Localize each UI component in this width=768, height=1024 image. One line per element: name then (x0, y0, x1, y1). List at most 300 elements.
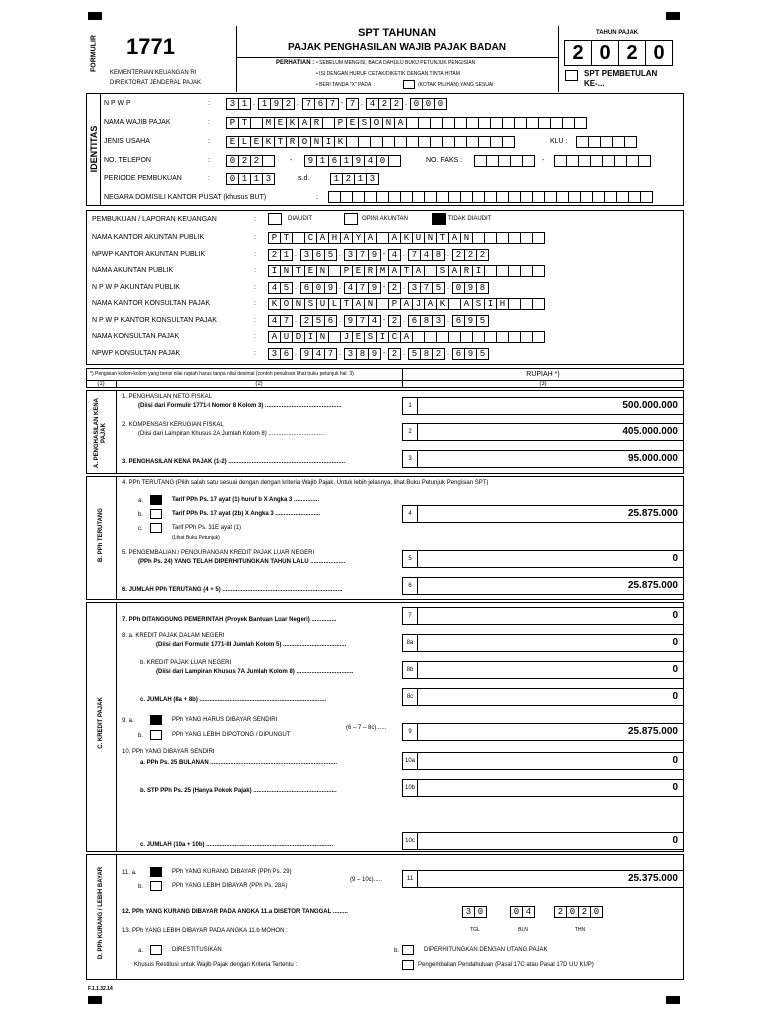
char-cell: K (400, 232, 413, 244)
char-cell: 0 (376, 155, 389, 167)
char-cell: 4 (388, 249, 401, 261)
char-cell: 6 (280, 348, 293, 360)
line-number-box: 10a (402, 752, 418, 770)
diaudit-checkbox[interactable] (268, 213, 282, 225)
char-cell: 9 (270, 98, 283, 110)
char-cell: 3 (268, 348, 281, 360)
char-cell: N (316, 265, 329, 277)
char-cell: C (388, 331, 401, 343)
char-cell: A (400, 298, 413, 310)
char-cell: 3 (300, 249, 313, 261)
char-cell: U (316, 298, 329, 310)
char-cell: D (292, 331, 305, 343)
char-cell: K (334, 136, 347, 148)
char-cell: 7 (326, 98, 339, 110)
char-cell: 6 (300, 282, 313, 294)
char-cell: E (346, 117, 359, 129)
char-cell: R (286, 136, 299, 148)
char-cell: O (280, 298, 293, 310)
char-cell: T (292, 265, 305, 277)
telepon-number-field[interactable] (304, 155, 400, 167)
akuntan-row-label: NPWP KANTOR AKUNTAN PUBLIK (92, 250, 206, 258)
perhatian-3b: (KOTAK PILIHAN) YANG SESUAI (418, 82, 494, 88)
char-cell: 7 (356, 282, 369, 294)
char-cell: 2 (578, 906, 591, 918)
line-number-box: 10b (402, 779, 418, 797)
char-cell (532, 331, 545, 343)
char-cell: 5 (312, 315, 325, 327)
char-cell (522, 155, 535, 167)
akuntan-row-field[interactable] (268, 348, 488, 360)
amount-value: 95.000.000 (627, 453, 678, 464)
opini-label: OPINI AKUNTAN (362, 216, 408, 222)
char-cell: I (376, 331, 389, 343)
char-cell: 7 (356, 315, 369, 327)
char-cell: 9 (368, 282, 381, 294)
char-cell: A (424, 298, 437, 310)
akuntan-row-field[interactable] (268, 298, 544, 310)
char-cell: L (328, 298, 341, 310)
amount-value: 405.000.000 (622, 426, 678, 437)
char-cell (262, 155, 275, 167)
char-cell: A (340, 232, 353, 244)
akuntan-row-field[interactable] (268, 331, 544, 343)
char-cell: 4 (364, 155, 377, 167)
akuntan-row-field[interactable] (268, 265, 544, 277)
char-cell: 9 (352, 155, 365, 167)
opini-checkbox[interactable] (344, 213, 358, 225)
amount-value: 0 (672, 664, 678, 675)
formulir-label: FORMULIR (90, 35, 98, 72)
char-cell: N (316, 331, 329, 343)
akuntan-row-label: NAMA KANTOR KONSULTAN PAJAK (92, 300, 211, 307)
perhatian-3: • BERI TANDA "X" PADA (316, 82, 372, 88)
title-pph: PAJAK PENGHASILAN WAJIB PAJAK BADAN (288, 42, 506, 53)
char-cell: 2 (300, 315, 313, 327)
char-cell: T (274, 136, 287, 148)
tarif-17-1b-checkbox[interactable] (150, 495, 162, 505)
char-cell: P (268, 232, 281, 244)
char-cell: O (298, 136, 311, 148)
separator: . (297, 100, 299, 107)
akuntan-row-label: N P W P KANTOR KONSULTAN PAJAK (92, 316, 217, 324)
perhatian-1: • SEBELUM MENGISI, BACA DAHULU BUKU PETUNJUK PENGISIAN (316, 60, 476, 66)
separator: . (447, 349, 449, 357)
separator: - (382, 283, 386, 291)
akuntan-row-label: NPWP KONSULTAN PAJAK (92, 349, 181, 357)
char-cell: 9 (324, 282, 337, 294)
footer-code: F.1.1.32.14 (88, 986, 113, 992)
amount-value: 0 (672, 782, 678, 793)
char-cell: 2 (238, 155, 251, 167)
char-cell: 1 (354, 173, 367, 185)
char-cell: 4 (344, 282, 357, 294)
char-cell: 5 (476, 348, 489, 360)
char-cell: S (436, 265, 449, 277)
char-cell: 0 (474, 906, 487, 918)
separator: . (253, 100, 255, 107)
setor-tahun-field[interactable] (554, 906, 602, 918)
char-cell: 6 (408, 315, 421, 327)
identitas-label: IDENTITAS (89, 125, 99, 173)
jenis-usaha-label: JENIS USAHA (104, 138, 150, 145)
char-cell: I (268, 265, 281, 277)
char-cell: 0 (410, 98, 423, 110)
char-cell: 2 (282, 98, 295, 110)
separator: - (382, 316, 386, 324)
char-cell: 1 (258, 98, 271, 110)
char-cell: 0 (422, 98, 435, 110)
periode-label: PERIODE PEMBUKUAN (104, 175, 182, 182)
char-cell (388, 155, 401, 167)
jenis-usaha-field[interactable] (226, 136, 514, 148)
sd-label: s.d. (298, 175, 310, 182)
lebih-dibayar-checkbox[interactable] (150, 881, 162, 891)
pengembalian-pendahuluan-checkbox[interactable] (402, 960, 414, 970)
akuntan-row-label: NAMA AKUNTAN PUBLIK (92, 267, 174, 274)
char-cell: 1 (238, 98, 251, 110)
char-cell: 9 (304, 155, 317, 167)
char-cell: A (412, 265, 425, 277)
char-cell: 0 (434, 98, 447, 110)
char-cell: 5 (280, 282, 293, 294)
char-cell: C (304, 232, 317, 244)
faks-number-field[interactable] (554, 155, 650, 167)
char-cell: 3 (344, 249, 357, 261)
line-number-box: 11 (402, 870, 418, 888)
char-cell: P (334, 117, 347, 129)
line-number-box: 6 (402, 577, 418, 595)
separator: . (405, 100, 407, 107)
line-number-box: 7 (402, 607, 418, 625)
char-cell: I (472, 265, 485, 277)
direstitusikan-checkbox[interactable] (150, 945, 162, 955)
char-cell: 2 (388, 315, 401, 327)
char-cell: 2 (452, 249, 465, 261)
char-cell: 2 (554, 906, 567, 918)
char-cell: 3 (344, 348, 357, 360)
char-cell: A (388, 232, 401, 244)
tarif-17-2b-checkbox[interactable] (150, 509, 162, 519)
char-cell: J (412, 298, 425, 310)
char-cell: 0 (566, 906, 579, 918)
char-cell: S (358, 117, 371, 129)
perhatian-label: PERHATIAN : (276, 60, 315, 66)
lebih-dipotong-checkbox[interactable] (150, 730, 162, 740)
char-cell: 9 (464, 315, 477, 327)
char-cell: S (364, 331, 377, 343)
kurang-dibayar-checkbox[interactable] (150, 867, 162, 877)
nama-wp-field[interactable] (226, 117, 586, 129)
char-cell: 2 (250, 155, 263, 167)
char-cell: K (268, 298, 281, 310)
separator: . (339, 349, 341, 357)
amount-value: 0 (672, 755, 678, 766)
telepon-label: NO. TELEPON (104, 157, 151, 164)
registration-mark (88, 12, 102, 20)
separator: . (447, 316, 449, 324)
char-cell: 1 (238, 173, 251, 185)
char-cell: 2 (388, 282, 401, 294)
harus-dibayar-checkbox[interactable] (150, 715, 162, 725)
section-c-label: C. KREDIT PAJAK (98, 697, 104, 749)
char-cell: E (226, 136, 239, 148)
tidak-diaudit-checkbox[interactable] (432, 213, 446, 225)
separator: - (382, 349, 386, 357)
char-cell: A (448, 265, 461, 277)
char-cell: P (340, 265, 353, 277)
akuntan-row-label: NAMA KANTOR AKUNTAN PUBLIK (92, 234, 205, 241)
char-cell: 7 (324, 348, 337, 360)
line-number-box: 3 (402, 450, 418, 468)
negara-field[interactable] (328, 191, 652, 203)
char-cell: 1 (316, 155, 329, 167)
separator: . (403, 349, 405, 357)
char-cell: 8 (420, 348, 433, 360)
char-cell: 5 (324, 249, 337, 261)
char-cell: S (472, 298, 485, 310)
separator: . (339, 250, 341, 258)
tidak-diaudit-label: TIDAK DIAUDIT (448, 216, 492, 222)
char-cell: 4 (268, 315, 281, 327)
char-cell: 3 (226, 98, 239, 110)
char-cell: 9 (368, 348, 381, 360)
char-cell: I (484, 298, 497, 310)
char-cell: I (322, 136, 335, 148)
char-cell: A (460, 298, 473, 310)
char-cell: 9 (344, 315, 357, 327)
periode-start-field[interactable] (226, 173, 274, 185)
char-cell: Y (352, 232, 365, 244)
char-cell: 0 (452, 282, 465, 294)
char-cell: T (400, 265, 413, 277)
char-cell: 2 (268, 249, 281, 261)
char-cell: 4 (268, 282, 281, 294)
char-cell: A (394, 117, 407, 129)
char-cell: 7 (420, 282, 433, 294)
char-cell: N (364, 298, 377, 310)
char-cell: 6 (328, 155, 341, 167)
line-number-box: 1 (402, 397, 418, 415)
char-cell (638, 155, 651, 167)
char-cell: E (274, 117, 287, 129)
amount-value: 0 (672, 610, 678, 621)
registration-mark (666, 12, 680, 20)
char-cell: A (268, 331, 281, 343)
char-cell: 0 (226, 155, 239, 167)
char-cell: 2 (464, 249, 477, 261)
perhatian-2: • ISI DENGAN HURUF CETAK/DIKETIK DENGAN TINTA HITAM (316, 71, 460, 77)
char-cell: 2 (342, 173, 355, 185)
spt-pembetulan-checkbox[interactable] (565, 70, 578, 81)
char-cell: 3 (432, 315, 445, 327)
char-cell: 7 (346, 98, 359, 110)
char-cell: 2 (378, 98, 391, 110)
char-cell: H (328, 232, 341, 244)
char-cell: 6 (452, 315, 465, 327)
char-cell: 3 (462, 906, 475, 918)
char-cell: 7 (408, 249, 421, 261)
char-cell: 4 (366, 98, 379, 110)
char-cell: 6 (314, 98, 327, 110)
amount-value: 0 (672, 835, 678, 846)
char-cell: A (448, 232, 461, 244)
separator: . (403, 316, 405, 324)
char-cell: J (340, 331, 353, 343)
separator: . (447, 250, 449, 258)
char-cell: 1 (330, 173, 343, 185)
spt-pembetulan-ke: KE-... (584, 79, 605, 88)
akuntan-row-field[interactable] (268, 282, 488, 294)
char-cell: T (280, 232, 293, 244)
char-cell: 8 (420, 315, 433, 327)
klu-field[interactable] (576, 136, 636, 148)
separator: - (382, 250, 386, 258)
separator: . (403, 283, 405, 291)
char-cell: T (238, 117, 251, 129)
section-d-label: D. PPh KURANG / LEBIH BAYAR (98, 866, 104, 960)
char-cell: A (364, 232, 377, 244)
char-cell: A (400, 331, 413, 343)
char-cell: 2 (388, 348, 401, 360)
char-cell: M (262, 117, 275, 129)
char-cell: 9 (464, 282, 477, 294)
char-cell (502, 136, 515, 148)
amount-value: 25.875.000 (627, 508, 678, 519)
char-cell: R (364, 265, 377, 277)
char-cell: A (352, 298, 365, 310)
char-cell: N (280, 265, 293, 277)
char-cell: 8 (476, 282, 489, 294)
tarif-31e-checkbox[interactable] (150, 523, 162, 533)
char-cell: 6 (324, 315, 337, 327)
char-cell: A (316, 232, 329, 244)
line-number-box: 10c (402, 832, 418, 850)
akuntan-row-field[interactable] (268, 315, 488, 327)
char-cell: E (304, 265, 317, 277)
char-cell: 2 (476, 249, 489, 261)
char-cell: H (496, 298, 509, 310)
setor-tanggal-field[interactable] (462, 906, 486, 918)
char-cell: 0 (510, 906, 523, 918)
char-cell: U (280, 331, 293, 343)
char-cell: 9 (300, 348, 313, 360)
char-cell: 0 (226, 173, 239, 185)
amount-value: 0 (672, 691, 678, 702)
akuntan-row-label: NAMA KONSULTAN PAJAK (92, 333, 180, 340)
char-cell: 0 (590, 906, 603, 918)
ministry: KEMENTERIAN KEUANGAN RI (110, 70, 197, 76)
separator: . (295, 316, 297, 324)
section-b-label: B. PPh TERUTANG (98, 508, 104, 562)
separator: . (339, 283, 341, 291)
npwp-label: N P W P (104, 100, 131, 107)
char-cell: N (310, 136, 323, 148)
char-cell: S (304, 298, 317, 310)
char-cell: 4 (312, 348, 325, 360)
char-cell: 5 (432, 282, 445, 294)
char-cell: 6 (452, 348, 465, 360)
diaudit-label: DIAUDIT (288, 216, 312, 222)
char-cell (624, 136, 637, 148)
title-spt: SPT TAHUNAN (357, 27, 436, 39)
char-cell: 6 (312, 249, 325, 261)
registration-mark (88, 996, 102, 1004)
line-number-box: 9 (402, 723, 418, 741)
char-cell: 9 (464, 348, 477, 360)
nama-wp-label: NAMA WAJIB PAJAK (104, 119, 171, 126)
npwp-field[interactable] (226, 98, 446, 110)
char-cell: 3 (366, 173, 379, 185)
separator: . (403, 250, 405, 258)
negara-label: NEGARA DOMISILI KANTOR PUSAT (khusus BUT) (104, 194, 267, 201)
char-cell: 4 (420, 249, 433, 261)
char-cell: 1 (280, 249, 293, 261)
registration-mark (666, 996, 680, 1004)
char-cell (532, 265, 545, 277)
char-cell (532, 298, 545, 310)
char-cell: P (226, 117, 239, 129)
amount-value: 25.875.000 (627, 726, 678, 737)
setor-bulan-field[interactable] (510, 906, 534, 918)
char-cell: M (376, 265, 389, 277)
separator: - (340, 100, 344, 107)
amount-value: 0 (672, 637, 678, 648)
char-cell: 2 (390, 98, 403, 110)
char-cell: N (292, 298, 305, 310)
amount-value: 500.000.000 (622, 400, 678, 411)
amount-value: 25.875.000 (627, 580, 678, 591)
akuntan-row-label: N P W P AKUNTAN PUBLIK (92, 283, 180, 291)
char-cell: O (370, 117, 383, 129)
char-cell: E (250, 136, 263, 148)
char-cell: T (340, 298, 353, 310)
line-number-box: 8a (402, 634, 418, 652)
char-cell: K (262, 136, 275, 148)
char-cell: 4 (522, 906, 535, 918)
char-cell: N (382, 117, 395, 129)
char-cell: K (436, 298, 449, 310)
diperhitungkan-checkbox[interactable] (402, 945, 414, 955)
char-cell: T (436, 232, 449, 244)
char-cell: E (352, 331, 365, 343)
char-cell: L (238, 136, 251, 148)
akuntan-row-field[interactable] (268, 232, 544, 244)
line-number-box: 4 (402, 505, 418, 523)
char-cell: 5 (476, 315, 489, 327)
akuntan-row-field[interactable] (268, 249, 488, 261)
char-cell (532, 232, 545, 244)
rupiah-note: *) Pengisian kolom-kolom yang berisi nilai rupiah harus tanpa nilai desimal (contoh penulisan lihat buku petunjuk hal. 3) (90, 371, 354, 377)
separator: . (339, 316, 341, 324)
char-cell: 3 (408, 282, 421, 294)
pembukuan-label: PEMBUKUAN / LAPORAN KEUANGAN (92, 216, 217, 223)
faks-area-field[interactable] (474, 155, 534, 167)
line-number-box: 2 (402, 423, 418, 441)
amount-value: 0 (672, 553, 678, 564)
char-cell: I (304, 331, 317, 343)
directorate: DIREKTORAT JENDERAL PAJAK (110, 80, 202, 86)
char-cell: N (460, 232, 473, 244)
periode-end-field[interactable] (330, 173, 378, 185)
separator: . (295, 349, 297, 357)
char-cell: 8 (356, 348, 369, 360)
telepon-area-field[interactable] (226, 155, 274, 167)
rupiah-label: RUPIAH *) (526, 371, 560, 378)
char-cell: 0 (312, 282, 325, 294)
separator: . (295, 250, 297, 258)
char-cell: 8 (432, 249, 445, 261)
